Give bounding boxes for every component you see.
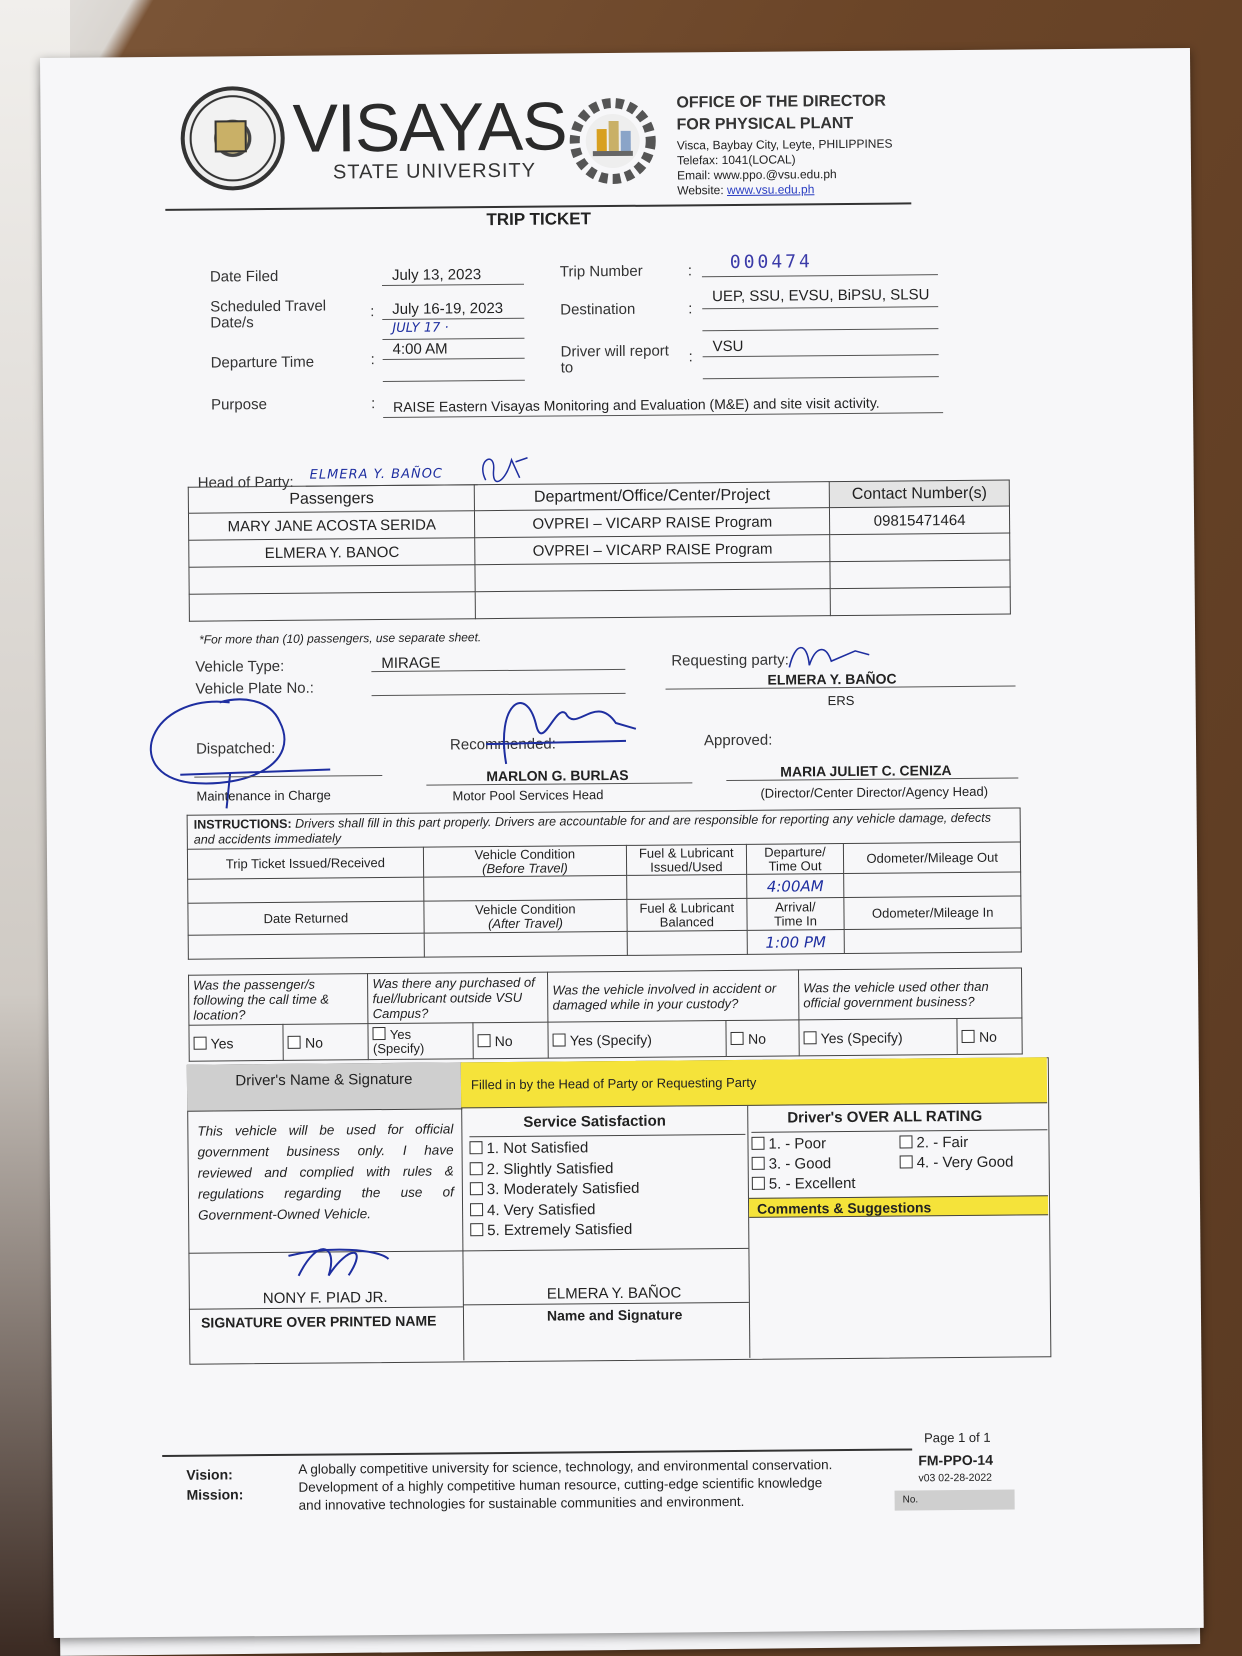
colon: : (370, 395, 376, 413)
form-no-label: No. (902, 1494, 919, 1506)
service-list (469, 1134, 746, 1242)
destination-value: UEP, SSU, EVSU, BiPSU, SLSU (712, 286, 930, 306)
odometer-in-header: Odometer/Mileage In (844, 896, 1021, 930)
q1-yes-option[interactable] (189, 1024, 284, 1061)
passenger-name (189, 592, 476, 621)
question-call-time: Was the passenger/s following the call time & location? (189, 974, 369, 1026)
head-caption: Name and Signature (546, 1306, 683, 1324)
vehicle-before-cell (423, 875, 627, 901)
question-other-use: Was the vehicle used other than official government business? (799, 968, 1022, 1020)
office-title-2: FOR PHYSICAL PLANT (676, 114, 854, 134)
fuel-issued-cell (627, 874, 747, 899)
contact-header: Contact Number(s) (829, 480, 1009, 508)
vehicle-after-header (424, 899, 628, 933)
recommended-label: Recommended: (449, 735, 556, 754)
fuel-issued-header (626, 844, 746, 875)
logo-visayas: VISAYAS (292, 88, 567, 167)
q2-specify-label: (Specify) (372, 1040, 425, 1057)
fuel-balanced-line1: Fuel & Lubricant (639, 899, 735, 916)
question-fuel-purchase: Was there any purchased of fuel/lubricant outside VSU Campus? (368, 972, 548, 1024)
mission-text-2: and innovative technologies for sustainable communities and environment. (298, 1493, 745, 1513)
form-no-box (895, 1490, 1015, 1511)
head-name: ELMERA Y. BAÑOC (546, 1284, 682, 1303)
departure-value: 4:00 AM (392, 340, 448, 358)
service-option[interactable] (470, 1219, 746, 1242)
checkbox-icon[interactable] (752, 1177, 765, 1190)
departure-line (383, 358, 525, 360)
passenger-contact (830, 560, 1010, 589)
q2-yes-label: Yes (389, 1026, 412, 1042)
checkbox-icon[interactable] (470, 1162, 483, 1175)
comments-header (749, 1195, 1048, 1218)
dispatched-title: Maintenance in Charge (196, 787, 331, 804)
rating-option-label: 4. - Very Good (916, 1153, 1014, 1172)
time-out-value: 4:00AM (746, 874, 844, 899)
rating-option-label: 2. - Fair (916, 1133, 969, 1152)
sched-label-1: Scheduled Travel (210, 297, 327, 316)
q1-yes-label: Yes (210, 1034, 234, 1052)
rating-option-label: 1. - Poor (768, 1135, 827, 1153)
odometer-in-cell (845, 928, 1022, 954)
office-telefax: Telefax: 1041(LOCAL) (676, 152, 796, 168)
questions-table (188, 967, 1023, 1061)
q2-no-label: No (494, 1032, 513, 1049)
service-option-label: 3. Moderately Satisfied (486, 1179, 640, 1199)
vehicle-type-value: MIRAGE (381, 654, 441, 673)
form-code: FM-PPO-14 (918, 1451, 994, 1469)
purpose-label: Purpose (210, 396, 267, 414)
colon: : (370, 351, 375, 369)
mission-text-1: Development of a highly competitive human resource, cutting-edge scientific knowledge (298, 1475, 823, 1495)
driver-header: Driver's Name & Signature (235, 1070, 413, 1090)
vehicle-after-cell (424, 931, 628, 957)
passenger-department: OVPREI – VICARP RAISE Program (475, 535, 830, 565)
passenger-department: OVPREI – VICARP RAISE Program (475, 508, 830, 538)
checkbox-icon[interactable] (752, 1157, 765, 1170)
checkbox-icon[interactable] (962, 1029, 975, 1042)
form-version: v03 02-28-2022 (918, 1471, 993, 1485)
departure-line-2 (383, 380, 525, 382)
office-title-1: OFFICE OF THE DIRECTOR (676, 92, 886, 112)
passenger-name (189, 565, 476, 594)
signature-scribble-icon (278, 1235, 399, 1296)
service-option-label: 2. Slightly Satisfied (486, 1159, 614, 1178)
vision-text: A globally competitive university for science, technology, and environmental conservation. (298, 1457, 833, 1477)
issued-received-cell (188, 877, 424, 903)
vehicle-after-line2: (After Travel) (487, 914, 563, 931)
rating-option[interactable] (752, 1172, 1048, 1195)
requesting-name: ELMERA Y. BAÑOC (767, 670, 897, 688)
recommended-line (426, 782, 692, 785)
rating-option-label: 3. - Good (768, 1155, 832, 1173)
checkbox-icon[interactable] (553, 1033, 566, 1046)
colon: : (687, 262, 693, 280)
service-option-label: 5. Extremely Satisfied (487, 1220, 633, 1240)
driver-name: NONY F. PIAD JR. (262, 1289, 388, 1308)
requesting-party-label: Requesting party: (671, 651, 789, 670)
report-label-1: Driver will report (560, 342, 670, 361)
fuel-balanced-header (627, 898, 747, 931)
report-line-2 (703, 376, 939, 379)
passengers-note: *For more than (10) passengers, use separate sheet. (199, 630, 482, 647)
approved-title: (Director/Center Director/Agency Head) (760, 783, 989, 801)
driver-header-cell (187, 1062, 462, 1111)
colon: : (688, 300, 693, 318)
rating-header: Driver's OVER ALL RATING (787, 1107, 983, 1127)
website-label: Website: (677, 183, 728, 198)
checkbox-icon[interactable] (288, 1035, 301, 1048)
date-returned-cell (188, 933, 424, 959)
service-option[interactable] (470, 1178, 746, 1201)
logo-state-university: STATE UNIVERSITY (332, 159, 537, 184)
vehicle-before-line1: Vehicle Condition (474, 845, 576, 862)
rating-option[interactable] (751, 1134, 899, 1155)
issued-received-header: Trip Ticket Issued/Received (187, 847, 423, 879)
vehicle-type-label: Vehicle Type: (195, 657, 285, 676)
mission-label: Mission: (186, 1486, 244, 1503)
office-address: Visca, Baybay City, Leyte, PHILIPPINES (676, 136, 893, 153)
recommended-name: MARLON G. BURLAS (486, 766, 629, 785)
passengers-header: Passengers (188, 485, 475, 513)
time-in-line2: Time In (774, 912, 818, 929)
checkbox-icon[interactable] (470, 1203, 483, 1216)
rating-grid (751, 1129, 1048, 1195)
checkbox-icon[interactable] (899, 1135, 912, 1148)
rating-option[interactable] (900, 1153, 1014, 1174)
time-in-line1: Arrival/ (775, 898, 816, 915)
passenger-department (476, 589, 831, 619)
trip-number-line (702, 274, 938, 277)
university-seal (180, 86, 285, 191)
date-returned-header: Date Returned (188, 901, 424, 935)
rating-option[interactable] (899, 1133, 968, 1154)
passenger-name: MARY JANE ACOSTA SERIDA (188, 511, 475, 540)
q1-no-option[interactable] (283, 1024, 368, 1061)
q2-yes-option[interactable] (368, 1023, 473, 1060)
q3-no-label: No (747, 1030, 767, 1047)
filled-by-label: Filled in by the Head of Party or Requesting Party (470, 1074, 757, 1093)
colon: : (370, 303, 375, 321)
recommended-signature (465, 683, 646, 780)
rating-row (751, 1132, 1047, 1155)
colon: : (688, 348, 693, 366)
requesting-line (666, 686, 1016, 690)
time-out-line2: Time Out (768, 857, 822, 874)
checkbox-icon[interactable] (804, 1031, 817, 1044)
report-value: VSU (712, 337, 744, 356)
recommended-title: Motor Pool Services Head (452, 787, 604, 804)
instructions-lead: INSTRUCTIONS: (193, 816, 292, 832)
checkbox-icon[interactable] (751, 1137, 764, 1150)
fuel-balanced-line2: Balanced (659, 913, 715, 930)
vision-label: Vision: (186, 1466, 233, 1483)
checkbox-icon[interactable] (373, 1027, 386, 1040)
document-title: TRIP TICKET (486, 209, 592, 230)
service-option-label: 1. Not Satisfied (486, 1139, 589, 1158)
head-of-party-value: ELMERA Y. BAÑOC (309, 466, 444, 483)
service-option-label: 4. Very Satisfied (486, 1200, 596, 1219)
q3-no-option[interactable] (726, 1020, 799, 1057)
sched-line-2 (382, 338, 524, 340)
signature-scribble-icon (465, 683, 646, 775)
fuel-issued-line2: Issued/Used (650, 858, 723, 875)
sched-value: July 16-19, 2023 (392, 299, 504, 318)
passengers-table (188, 480, 1011, 622)
driver-caption: SIGNATURE OVER PRINTED NAME (200, 1312, 437, 1331)
page-number: Page 1 of 1 (924, 1429, 991, 1446)
approved-name: MARIA JULIET C. CENIZA (780, 762, 952, 780)
checkbox-icon[interactable] (469, 1141, 482, 1154)
time-out-header (746, 844, 844, 875)
vehicle-plate-label: Vehicle Plate No.: (195, 679, 314, 698)
q3-yes-option[interactable] (548, 1021, 727, 1059)
time-in-value: 1:00 PM (747, 930, 845, 955)
purpose-value: RAISE Eastern Visayas Monitoring and Evaluation (M&E) and site visit activity. (392, 394, 880, 415)
office-email: Email: www.ppo.@vsu.edu.ph (676, 167, 837, 183)
fuel-balanced-cell (627, 930, 747, 955)
head-of-party-label: Head of Party: (197, 473, 294, 492)
service-header: Service Satisfaction (523, 1112, 666, 1131)
trip-number-label: Trip Number (559, 262, 643, 281)
vehicle-before-header (423, 845, 627, 877)
dispatched-label: Dispatched: (195, 739, 276, 758)
trip-number-value: 000474 (729, 251, 813, 273)
rating-option-label: 5. - Excellent (768, 1174, 856, 1193)
destination-label: Destination (560, 300, 636, 319)
trip-log-table (187, 841, 1022, 959)
driver-statement: This vehicle will be used for official government business only. I have reviewed and complied with rules & regulations regarding the use of Government-Owned Vehicle. (197, 1121, 454, 1223)
passenger-contact (830, 533, 1010, 562)
ppo-logo (564, 93, 661, 190)
instructions-text: Drivers shall fill in this part properly. Drivers are accountable for and are responsible for reporting any vehicle damage, defects and accidents immediately (193, 810, 992, 847)
vehicle-after-line1: Vehicle Condition (475, 900, 576, 917)
checkbox-icon[interactable] (900, 1155, 913, 1168)
passenger-contact: 09815471464 (830, 506, 1010, 535)
approved-label: Approved: (703, 731, 773, 750)
time-in-header (746, 898, 844, 931)
filled-by-banner (461, 1057, 1047, 1108)
checkbox-icon[interactable] (731, 1031, 744, 1044)
passenger-contact (830, 587, 1010, 616)
footer-rule (162, 1448, 912, 1457)
approved-line (726, 777, 1018, 781)
passenger-name: ELMERA Y. BANOC (189, 538, 476, 567)
checkbox-icon[interactable] (470, 1182, 483, 1195)
comments-label: Comments & Suggestions (756, 1199, 932, 1217)
service-option[interactable] (469, 1137, 745, 1160)
checkbox-icon[interactable] (470, 1223, 483, 1236)
q2-no-option[interactable] (473, 1022, 548, 1059)
rating-row (752, 1152, 1048, 1175)
sched-label-2: Date/s (210, 314, 254, 332)
checkbox-icon[interactable] (194, 1036, 207, 1049)
requesting-title: ERS (827, 692, 855, 709)
department-header: Department/Office/Center/Project (475, 482, 830, 511)
odometer-out-cell (844, 872, 1021, 898)
trip-ticket-document (40, 48, 1204, 1638)
q4-yes-option[interactable] (799, 1019, 958, 1056)
q3-yes-label: Yes (Specify) (569, 1031, 652, 1048)
q4-no-option[interactable] (957, 1018, 1022, 1055)
destination-line-2 (702, 328, 938, 331)
gear-building-icon (564, 93, 661, 190)
rating-option[interactable] (752, 1154, 900, 1175)
fuel-issued-line1: Fuel & Lubricant (638, 844, 734, 861)
sched-line (382, 318, 524, 320)
date-filed-label: Date Filed (209, 267, 279, 286)
q4-yes-label: Yes (Specify) (820, 1029, 903, 1046)
sched-handwritten: JULY 17 · (392, 320, 449, 336)
q1-no-label: No (304, 1034, 324, 1051)
checkbox-icon[interactable] (478, 1034, 491, 1047)
office-website (677, 182, 814, 197)
destination-line (702, 306, 938, 309)
service-option[interactable] (470, 1157, 746, 1180)
q4-no-label: No (978, 1028, 998, 1045)
website-link[interactable]: www.vsu.edu.ph (726, 182, 815, 198)
odometer-out-header: Odometer/Mileage Out (844, 842, 1021, 874)
question-accident: Was the vehicle involved in accident or damaged while in your custody? (548, 970, 799, 1022)
departure-label: Departure Time (210, 353, 315, 372)
seal-emblem-icon (215, 120, 247, 152)
vehicle-before-line2: (Before Travel) (482, 859, 568, 876)
date-filed-value: July 13, 2023 (391, 266, 482, 284)
service-option[interactable] (470, 1198, 746, 1221)
passenger-department (475, 562, 830, 592)
report-label-2: to (560, 359, 574, 377)
time-out-line1: Departure/ (764, 843, 826, 860)
date-filed-line (382, 284, 524, 286)
